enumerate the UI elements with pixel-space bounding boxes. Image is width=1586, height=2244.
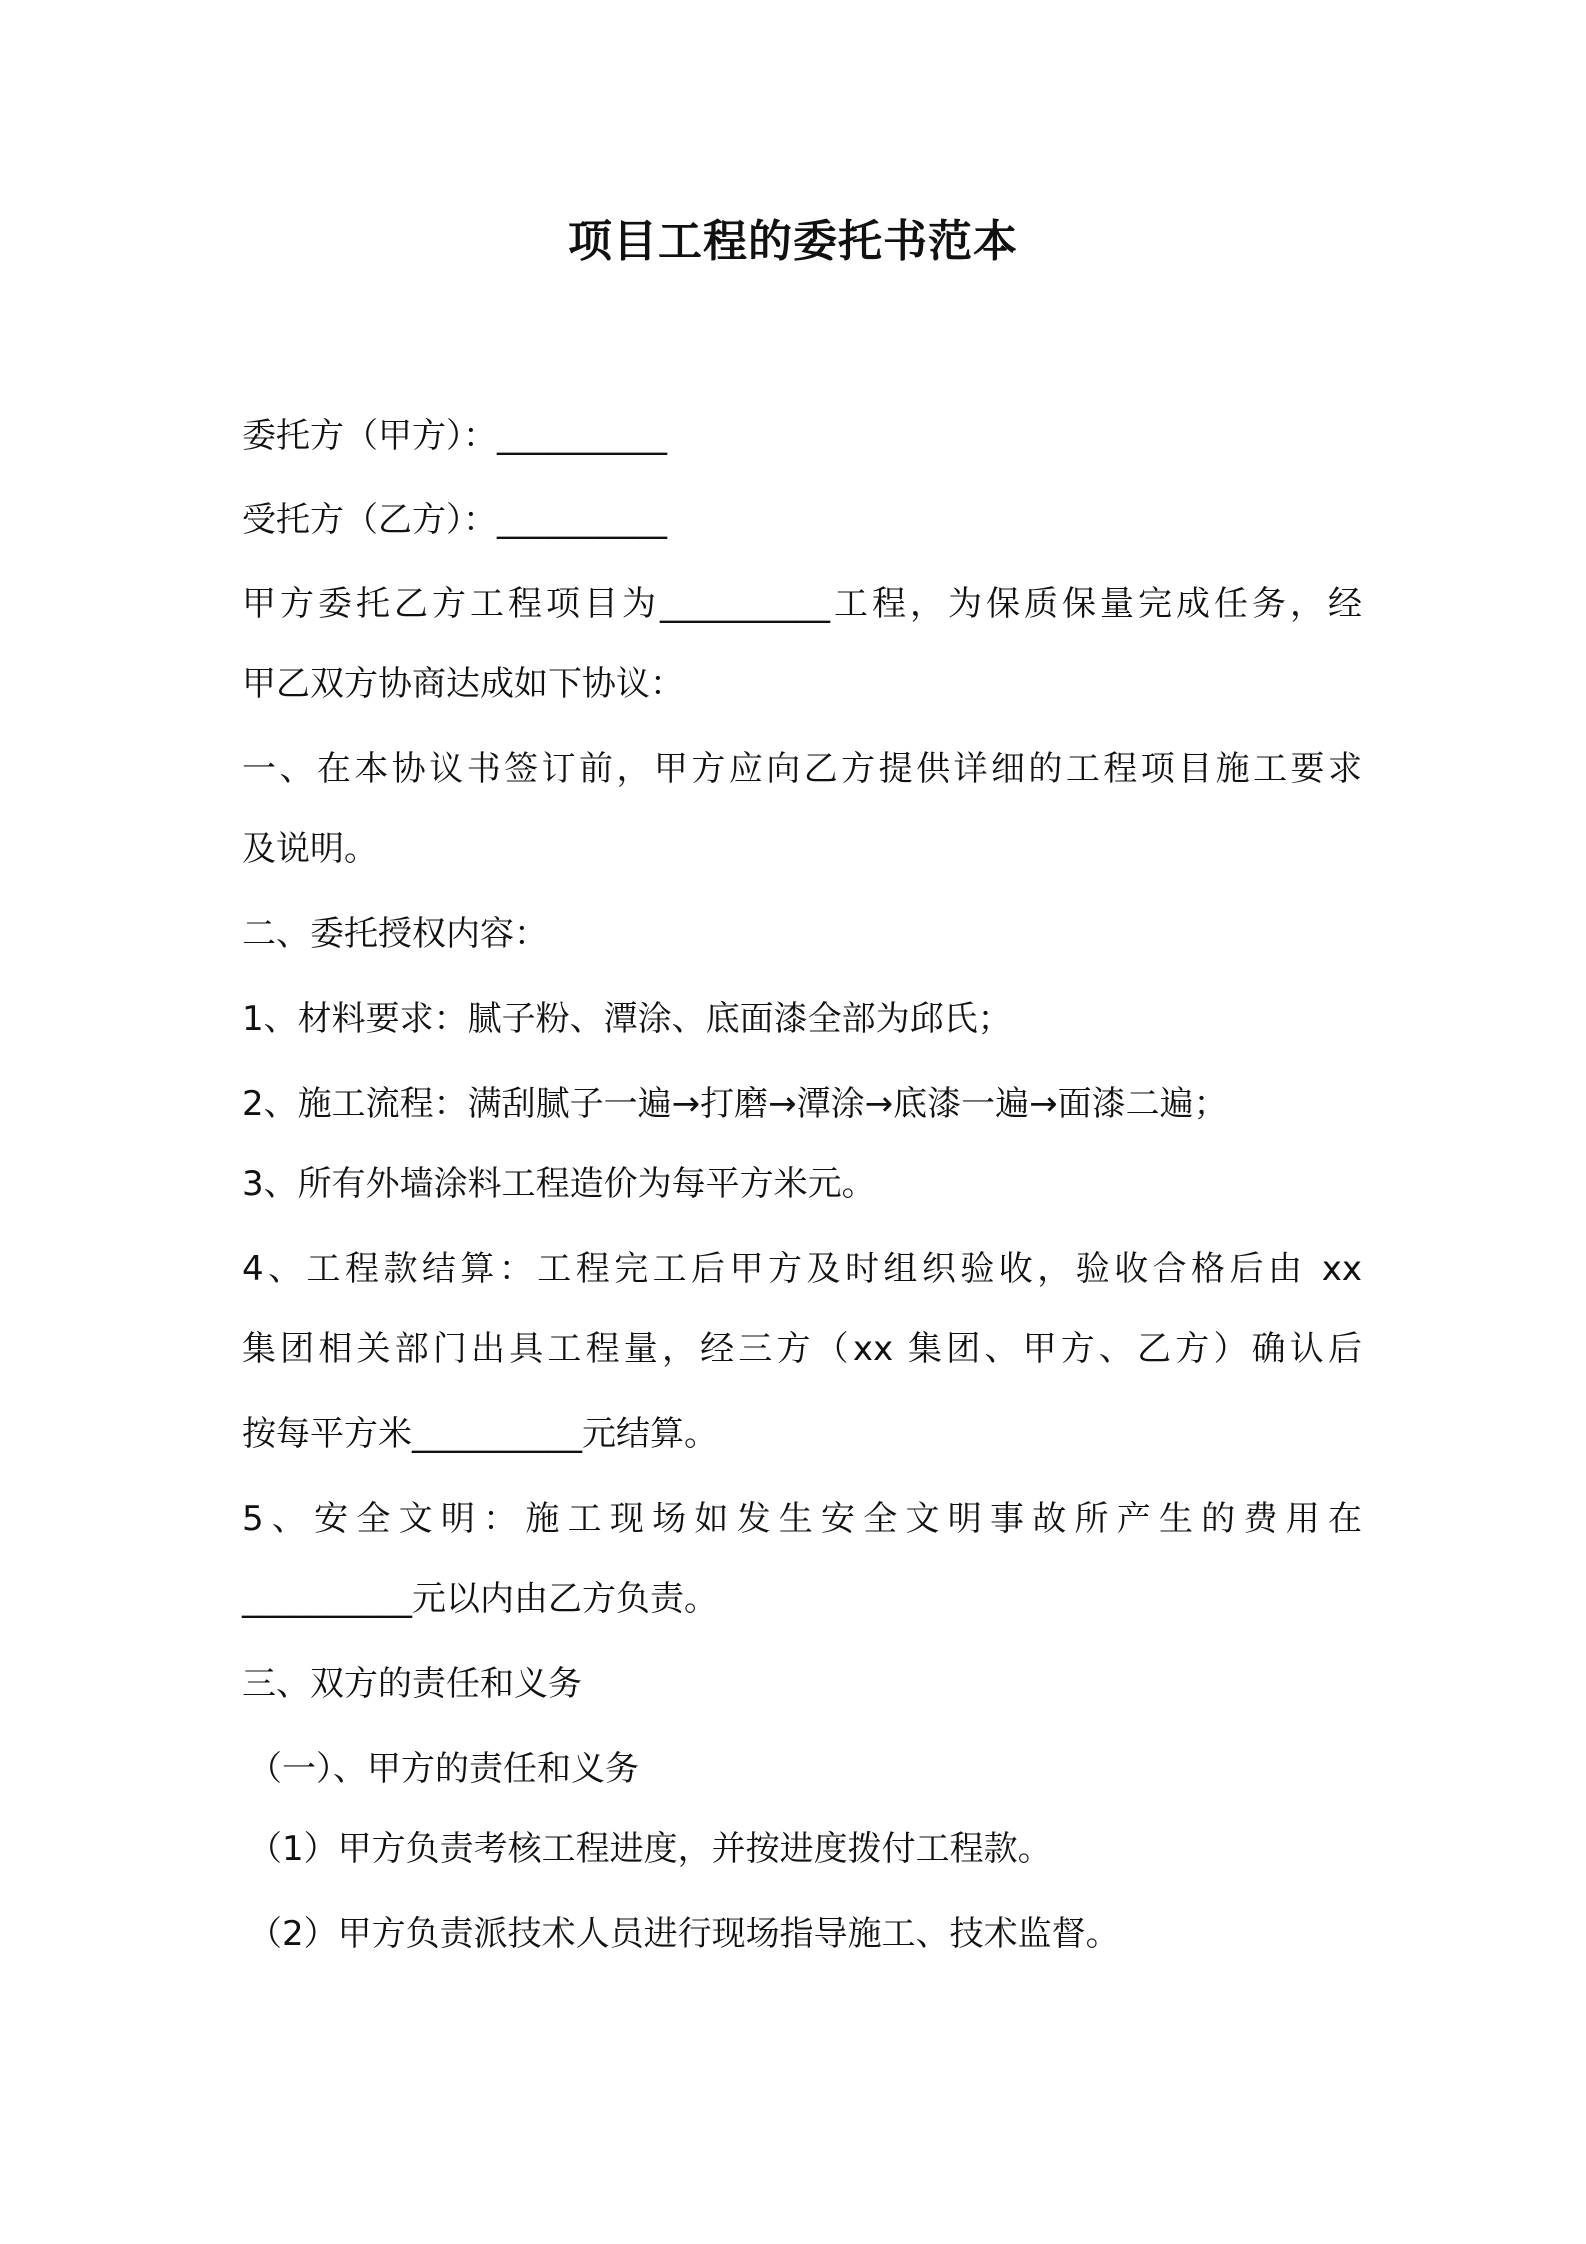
- text-line-item-1: 1、材料要求：腻子粉、潭涂、底面漆全部为邱氏；: [242, 999, 1012, 1039]
- text-line-intro-2: 甲乙双方协商达成如下协议：: [242, 664, 684, 704]
- text-line-clause-2-heading: 二、委托授权内容：: [242, 914, 548, 954]
- text-line-client: 委托方（甲方）：__________: [242, 416, 667, 456]
- text-line-party-a-duty-1: （1）甲方负责考核工程进度，并按进度拨付工程款。: [248, 1829, 1052, 1869]
- text-line-party-a-heading: （一）、甲方的责任和义务: [248, 1749, 639, 1789]
- text-line-item-4c: 按每平方米__________元结算。: [242, 1414, 718, 1454]
- text-line-intro-1: 甲方委托乙方工程项目为__________工程，为保质保量完成任务，经: [242, 584, 1362, 624]
- document-title: 项目工程的委托书范本: [568, 216, 1018, 267]
- text-line-item-3: 3、所有外墙涂料工程造价为每平方米元。: [242, 1164, 876, 1204]
- text-line-item-2: 2、施工流程：满刮腻子一遍→打磨→潭涂→底漆一遍→面漆二遍；: [242, 1084, 1228, 1124]
- text-line-clause-1a: 一、在本协议书签订前，甲方应向乙方提供详细的工程项目施工要求: [242, 749, 1362, 789]
- text-line-item-4b: 集团相关部门出具工程量，经三方（xx 集团、甲方、乙方）确认后: [242, 1329, 1362, 1369]
- text-line-item-5b: __________元以内由乙方负责。: [242, 1579, 718, 1619]
- text-line-party-a-duty-2: （2）甲方负责派技术人员进行现场指导施工、技术监督。: [248, 1914, 1120, 1954]
- text-line-item-4a: 4、工程款结算：工程完工后甲方及时组织验收，验收合格后由 xx: [242, 1249, 1362, 1289]
- text-line-trustee: 受托方（乙方）：__________: [242, 500, 667, 540]
- text-line-clause-3-heading: 三、双方的责任和义务: [242, 1664, 582, 1704]
- text-line-clause-1b: 及说明。: [242, 829, 378, 869]
- text-line-item-5a: 5、安全文明：施工现场如发生安全文明事故所产生的费用在: [242, 1499, 1362, 1539]
